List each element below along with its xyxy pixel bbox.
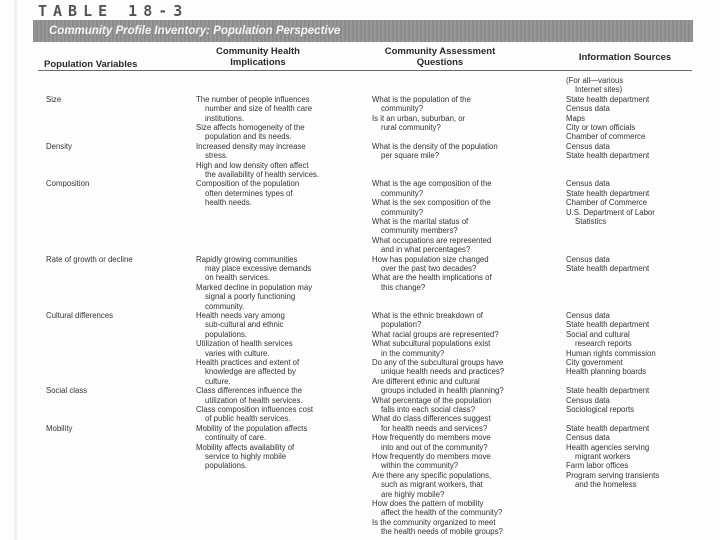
population-variable-label: Density [46, 141, 72, 151]
header-health-implications: Community Health Implications [216, 46, 300, 68]
health-implication-line: may place excessive demands [205, 264, 312, 273]
information-source-line: research reports [575, 339, 632, 349]
health-implication-line: signal a poorly functioning [205, 292, 296, 302]
assessment-question-line: What is the ethnic breakdown of [372, 311, 483, 320]
health-implication-line: often determines types of [205, 188, 293, 198]
health-implication-line: Marked decline in population may [196, 282, 313, 292]
assessment-question-line: rural community? [381, 123, 441, 132]
assessment-question-line: What is the age composition of the [372, 179, 492, 189]
health-implication-line: Health practices and extent of [196, 358, 300, 367]
assessment-question-line: affect the health of the community? [381, 508, 503, 518]
assessment-question-line: Is the community organized to meet [372, 517, 496, 527]
assessment-question-line: What is the population of the [372, 94, 471, 104]
assessment-question-line: What subcultural populations exist [372, 339, 491, 349]
information-source-line: State health department [566, 423, 650, 433]
table-number: TABLE 18-3 [38, 2, 189, 20]
assessment-question-line: community? [381, 104, 424, 114]
assessment-question-line: community? [381, 207, 424, 217]
assessment-question-line: unique health needs and practices? [381, 367, 505, 377]
health-implication-line: Class differences influence the [196, 386, 303, 396]
information-source-line: Census data [566, 254, 610, 264]
information-source-line: Census data [566, 104, 610, 114]
assessment-question-line: Are there any specific populations, [372, 470, 492, 480]
population-variable-label: Cultural differences [46, 311, 114, 320]
population-variable-label: Mobility [46, 423, 73, 433]
assessment-question-line: into and out of the community? [381, 442, 488, 452]
health-implication-line: stress. [205, 151, 228, 161]
assessment-question-line: Do any of the subcultural groups have [372, 358, 504, 367]
health-implication-line: Increased density may increase [196, 141, 306, 151]
information-source-line: Human rights commission [566, 348, 656, 358]
health-implication-line: Class composition influences cost [196, 405, 314, 414]
assessment-question-line: falls into each social class? [381, 405, 476, 414]
information-source-line: Census data [566, 141, 610, 151]
assessment-question-line: the health needs of mobile groups? [381, 527, 503, 537]
health-implication-line: utilization of health services. [205, 395, 303, 405]
information-source-line: State health department [566, 320, 650, 330]
scan-edge-shadow [14, 0, 18, 540]
information-source-line: State health department [566, 151, 650, 161]
assessment-question-line: How frequently do members move [372, 452, 491, 461]
assessment-question-line: population? [381, 320, 422, 330]
header-assessment-questions: Community Assessment Questions [384, 46, 496, 68]
assessment-question-line: What is the density of the population [372, 141, 498, 151]
health-implication-line: Health needs vary among [196, 311, 285, 320]
information-source-line: Farm labor offices [566, 461, 629, 471]
health-implication-line: number and size of health care [205, 104, 313, 114]
population-variable-label: Social class [46, 386, 88, 396]
health-implication-line: The number of people influences [196, 94, 310, 104]
health-implication-line: service to highly mobile [205, 452, 287, 461]
information-source-line: Social and cultural [566, 329, 630, 339]
information-source-line: Health agencies serving [566, 442, 650, 452]
assessment-question-line: How has population size changed [372, 254, 489, 264]
information-source-line: City or town officials [566, 123, 636, 132]
assessment-question-line: are highly mobile? [381, 489, 445, 499]
assessment-question-line: How does the pattern of mobility [372, 499, 484, 508]
information-source-line: migrant workers [575, 452, 631, 461]
health-implication-line: High and low density often affect [196, 160, 309, 170]
information-source-line: Census data [566, 179, 610, 189]
health-implication-line: on health services. [205, 273, 271, 283]
health-implication-line: the availability of health services. [205, 170, 319, 179]
population-variable-label: Size [46, 94, 62, 104]
assessment-question-line: community members? [381, 226, 458, 236]
health-implication-line: knowledge are affected by [205, 367, 296, 377]
health-implication-line: community. [205, 301, 245, 311]
information-source-line: Statistics [575, 217, 607, 226]
assessment-question-line: such as migrant workers, that [381, 480, 483, 490]
information-source-line: Census data [566, 311, 610, 320]
health-implication-line: continuity of care. [205, 433, 267, 443]
assessment-question-line: What racial groups are represented? [372, 329, 499, 339]
health-implication-line: Utilization of health services [196, 339, 293, 349]
health-implication-line: Composition of the population [196, 179, 300, 189]
assessment-question-line: for health needs and services? [381, 423, 488, 433]
information-source-line: City government [566, 358, 623, 367]
health-implication-line: of public health services. [205, 414, 291, 424]
information-source-line: State health department [566, 188, 650, 198]
health-implication-line: culture. [205, 376, 231, 386]
assessment-question-line: per square mile? [381, 151, 440, 161]
information-source-line: Sociological reports [566, 405, 635, 414]
header-population-variables: Population Variables [44, 59, 138, 70]
assessment-question-line: over the past two decades? [381, 264, 477, 273]
information-source-line: Maps [566, 113, 586, 123]
health-implication-line: sub-cultural and ethnic [205, 320, 284, 330]
health-implication-line: Mobility affects availability of [196, 442, 295, 452]
assessment-question-line: What is the marital status of [372, 217, 469, 226]
information-source-line: (For all—various [566, 76, 624, 85]
information-source-line: Chamber of Commerce [566, 198, 648, 208]
assessment-question-line: What is the sex composition of the [372, 198, 491, 208]
health-implication-line: health needs. [205, 198, 252, 208]
information-source-line: Health planning boards [566, 367, 647, 377]
assessment-question-line: and in what percentages? [381, 245, 471, 255]
assessment-question-line: What do class differences suggest [372, 414, 491, 424]
health-implication-line: varies with culture. [205, 348, 270, 358]
information-source-line: U.S. Department of Labor [566, 207, 655, 217]
assessment-question-line: How frequently do members move [372, 433, 491, 443]
assessment-question-line: What are the health implications of [372, 273, 492, 283]
assessment-question-line: this change? [381, 282, 426, 292]
population-variable-label: Composition [46, 179, 90, 189]
assessment-question-line: community? [381, 188, 424, 198]
health-implication-line: Size affects homogeneity of the [196, 123, 305, 132]
assessment-question-line: groups included in health planning? [381, 386, 504, 396]
health-implication-line: populations. [205, 461, 248, 471]
information-source-line: Census data [566, 395, 610, 405]
population-variable-label: Rate of growth or decline [46, 254, 133, 264]
information-source-line: Census data [566, 433, 610, 443]
health-implication-line: institutions. [205, 113, 245, 123]
information-source-line: Internet sites) [575, 85, 623, 95]
assessment-question-line: Is it an urban, suburban, or [372, 113, 466, 123]
information-source-line: Chamber of commerce [566, 132, 646, 142]
health-implication-line: Mobility of the population affects [196, 423, 308, 433]
header-information-sources: Information Sources [578, 52, 672, 63]
assessment-question-line: in the community? [381, 348, 445, 358]
health-implication-line: Rapidly growing communities [196, 254, 298, 264]
health-implication-line: populations. [205, 329, 248, 339]
information-source-line: State health department [566, 94, 650, 104]
information-source-line: Program serving transients [566, 470, 660, 480]
table-title-bar [33, 20, 693, 42]
information-source-line: State health department [566, 264, 650, 273]
table-title: Community Profile Inventory: Population Perspective [49, 25, 341, 37]
assessment-question-line: Are different ethnic and cultural [372, 376, 480, 386]
assessment-question-line: What occupations are represented [372, 235, 492, 245]
assessment-question-line: within the community? [381, 461, 459, 471]
health-implication-line: population and its needs. [205, 132, 292, 142]
assessment-question-line: What percentage of the population [372, 395, 492, 405]
information-source-line: State health department [566, 386, 650, 396]
header-divider [38, 70, 692, 71]
information-source-line: and the homeless [575, 480, 637, 490]
